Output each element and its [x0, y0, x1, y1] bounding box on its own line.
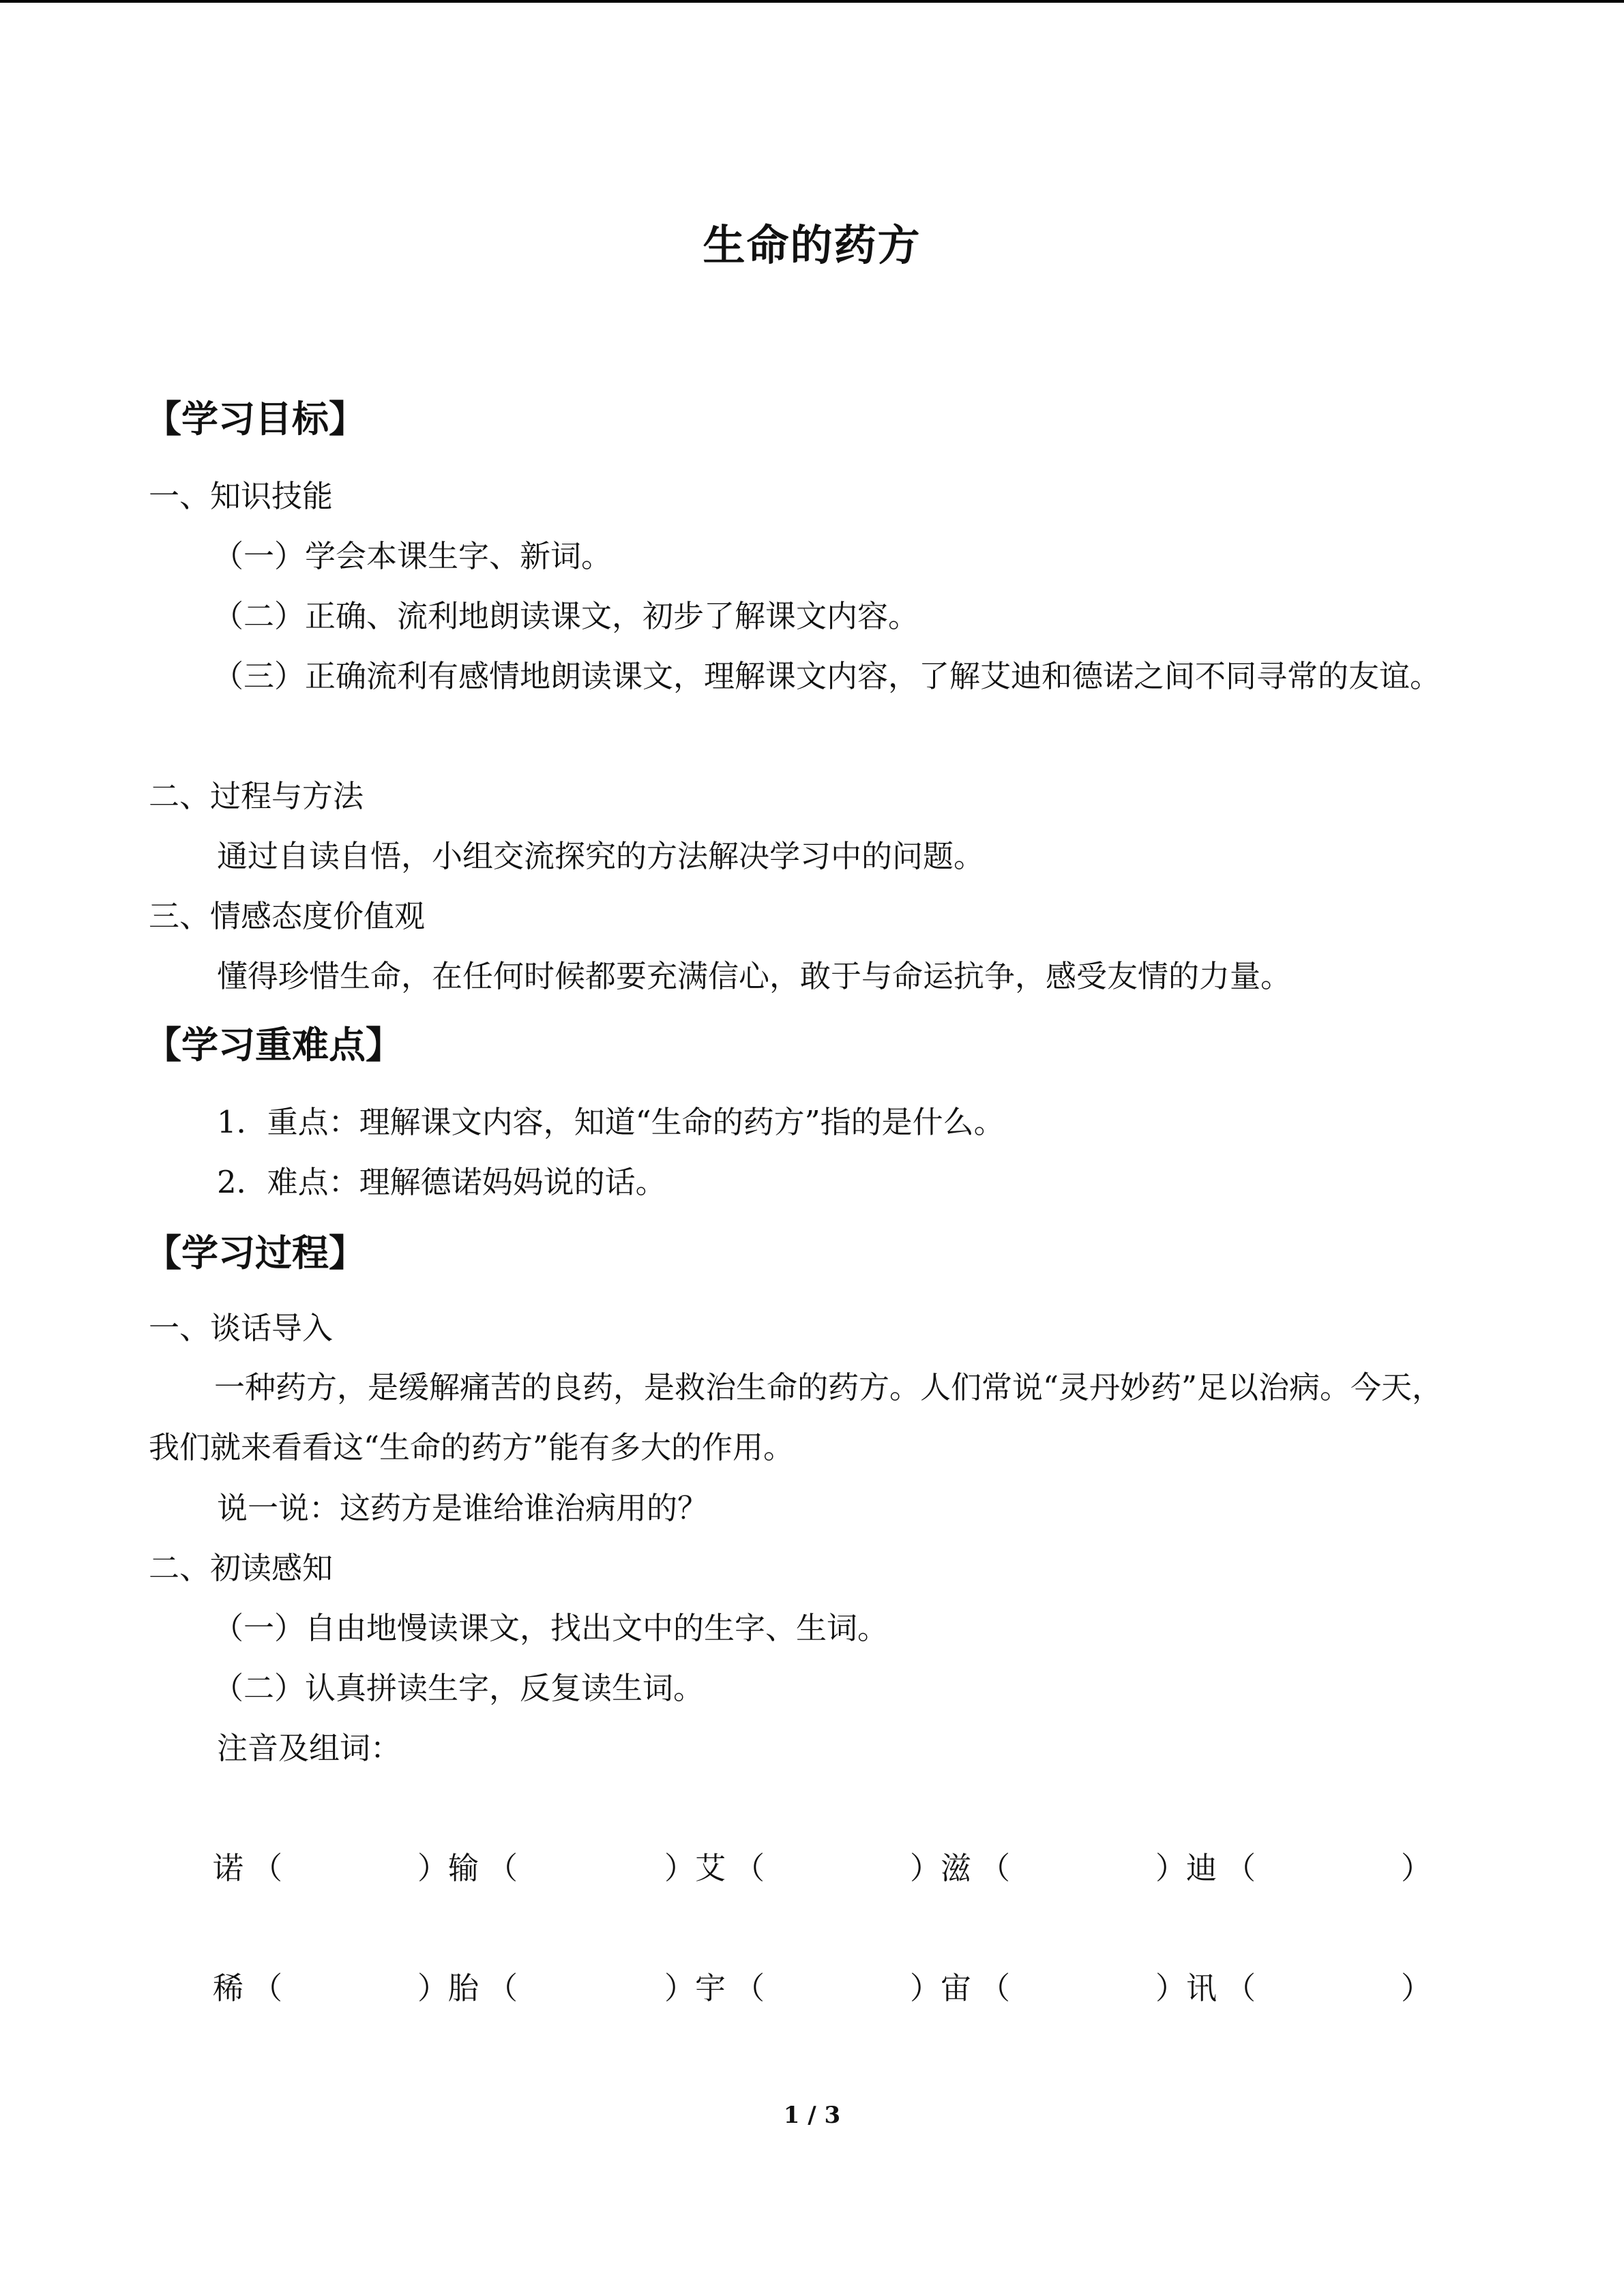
blank-open-paren: （: [1225, 1850, 1256, 1886]
fill-row-2: [213, 1970, 1441, 2007]
fill-item: [213, 1850, 283, 1886]
section-heading-process: 【学习过程】: [145, 1231, 366, 1274]
keypoints-item2: 2．难点：理解德诺妈妈说的话。: [217, 1164, 666, 1200]
process-part1-text: 一种药方，是缓解痛苦的良药，是救治生命的药方。人们常说“灵丹妙药”足以治病。今天，我们就来看看这“生命的药方”能有多大的作用。: [149, 1369, 1443, 1465]
fill-item: [417, 1850, 518, 1886]
page-number: 1 / 3: [783, 2102, 841, 2129]
blank-close-paren: ）: [1401, 1850, 1432, 1886]
char-label: 胎: [448, 1970, 479, 2006]
blank-close-paren: ）: [417, 1970, 449, 2006]
fill-item: [664, 1850, 765, 1886]
process-part1-question: 说一说：这药方是谁给谁治病用的？: [217, 1490, 709, 1526]
blank-open-paren: （: [1225, 1970, 1256, 2006]
char-label: 讯: [1186, 1970, 1217, 2006]
blank-open-paren: （: [487, 1970, 518, 2006]
page-top-border: [0, 0, 1624, 3]
blank-close-paren: ）: [417, 1850, 449, 1886]
fill-item: [910, 1970, 1011, 2006]
objectives-part3-text: 懂得珍惜生命，在任何时候都要充满信心，敢于与命运抗争，感受友情的力量。: [217, 958, 1292, 994]
blank-open-paren: （: [734, 1850, 765, 1886]
blank-open-paren: （: [252, 1850, 283, 1886]
objectives-item3: （三）正确流利有感情地朗读课文，理解课文内容，了解艾迪和德诺之间不同寻常的友谊。: [213, 658, 1441, 694]
blank-close-paren: ）: [664, 1970, 696, 2006]
blank-close-paren: ）: [910, 1970, 941, 2006]
char-label: 稀: [213, 1970, 244, 2006]
fill-item: [1155, 1970, 1256, 2006]
objectives-part1: 一、知识技能: [149, 478, 334, 514]
section-heading-objectives: 【学习目标】: [145, 397, 366, 441]
objectives-part2-text: 通过自读自悟，小组交流探究的方法解决学习中的问题。: [217, 838, 985, 874]
fill-item: [1155, 1850, 1256, 1886]
section-heading-keypoints: 【学习重难点】: [145, 1023, 402, 1067]
fill-row-1: [213, 1850, 1441, 1887]
blank-close-paren: ）: [1155, 1970, 1187, 2006]
process-part1: 一、谈话导入: [149, 1310, 334, 1346]
keypoints-item1: 1．重点：理解课文内容，知道“生命的药方”指的是什么。: [217, 1104, 1005, 1140]
blank-close-paren: ）: [664, 1850, 696, 1886]
char-label: 滋: [941, 1850, 972, 1886]
char-label: 宙: [941, 1970, 972, 2006]
blank-open-paren: （: [979, 1970, 1011, 2006]
process-item3: 注音及组词：: [217, 1730, 402, 1766]
fill-item: [213, 1970, 283, 2006]
fill-item: [1401, 1850, 1432, 1886]
char-label: 诺: [213, 1850, 244, 1886]
process-part2: 二、初读感知: [149, 1550, 334, 1586]
blank-close-paren: ）: [1401, 1970, 1432, 2006]
blank-close-paren: ）: [910, 1850, 941, 1886]
blank-open-paren: （: [979, 1850, 1011, 1886]
fill-item: [417, 1970, 518, 2006]
char-label: 宇: [695, 1970, 726, 2006]
process-item1: （一）自由地慢读课文，找出文中的生字、生词。: [213, 1610, 889, 1646]
objectives-part3: 三、情感态度价值观: [149, 898, 426, 934]
page-title: 生命的药方: [703, 220, 921, 270]
blank-open-paren: （: [487, 1850, 518, 1886]
fill-item: [664, 1970, 765, 2006]
char-label: 艾: [695, 1850, 726, 1886]
blank-open-paren: （: [734, 1970, 765, 2006]
fill-item: [910, 1850, 1011, 1886]
objectives-part2: 二、过程与方法: [149, 778, 364, 814]
char-label: 输: [448, 1850, 479, 1886]
objectives-item1: （一）学会本课生字、新词。: [213, 538, 612, 574]
blank-open-paren: （: [252, 1970, 283, 2006]
objectives-item2: （二）正确、流利地朗读课文，初步了解课文内容。: [213, 598, 919, 634]
fill-item: [1401, 1970, 1432, 2006]
process-item2: （二）认真拼读生字，反复读生词。: [213, 1670, 705, 1706]
char-label: 迪: [1186, 1850, 1217, 1886]
blank-close-paren: ）: [1155, 1850, 1187, 1886]
